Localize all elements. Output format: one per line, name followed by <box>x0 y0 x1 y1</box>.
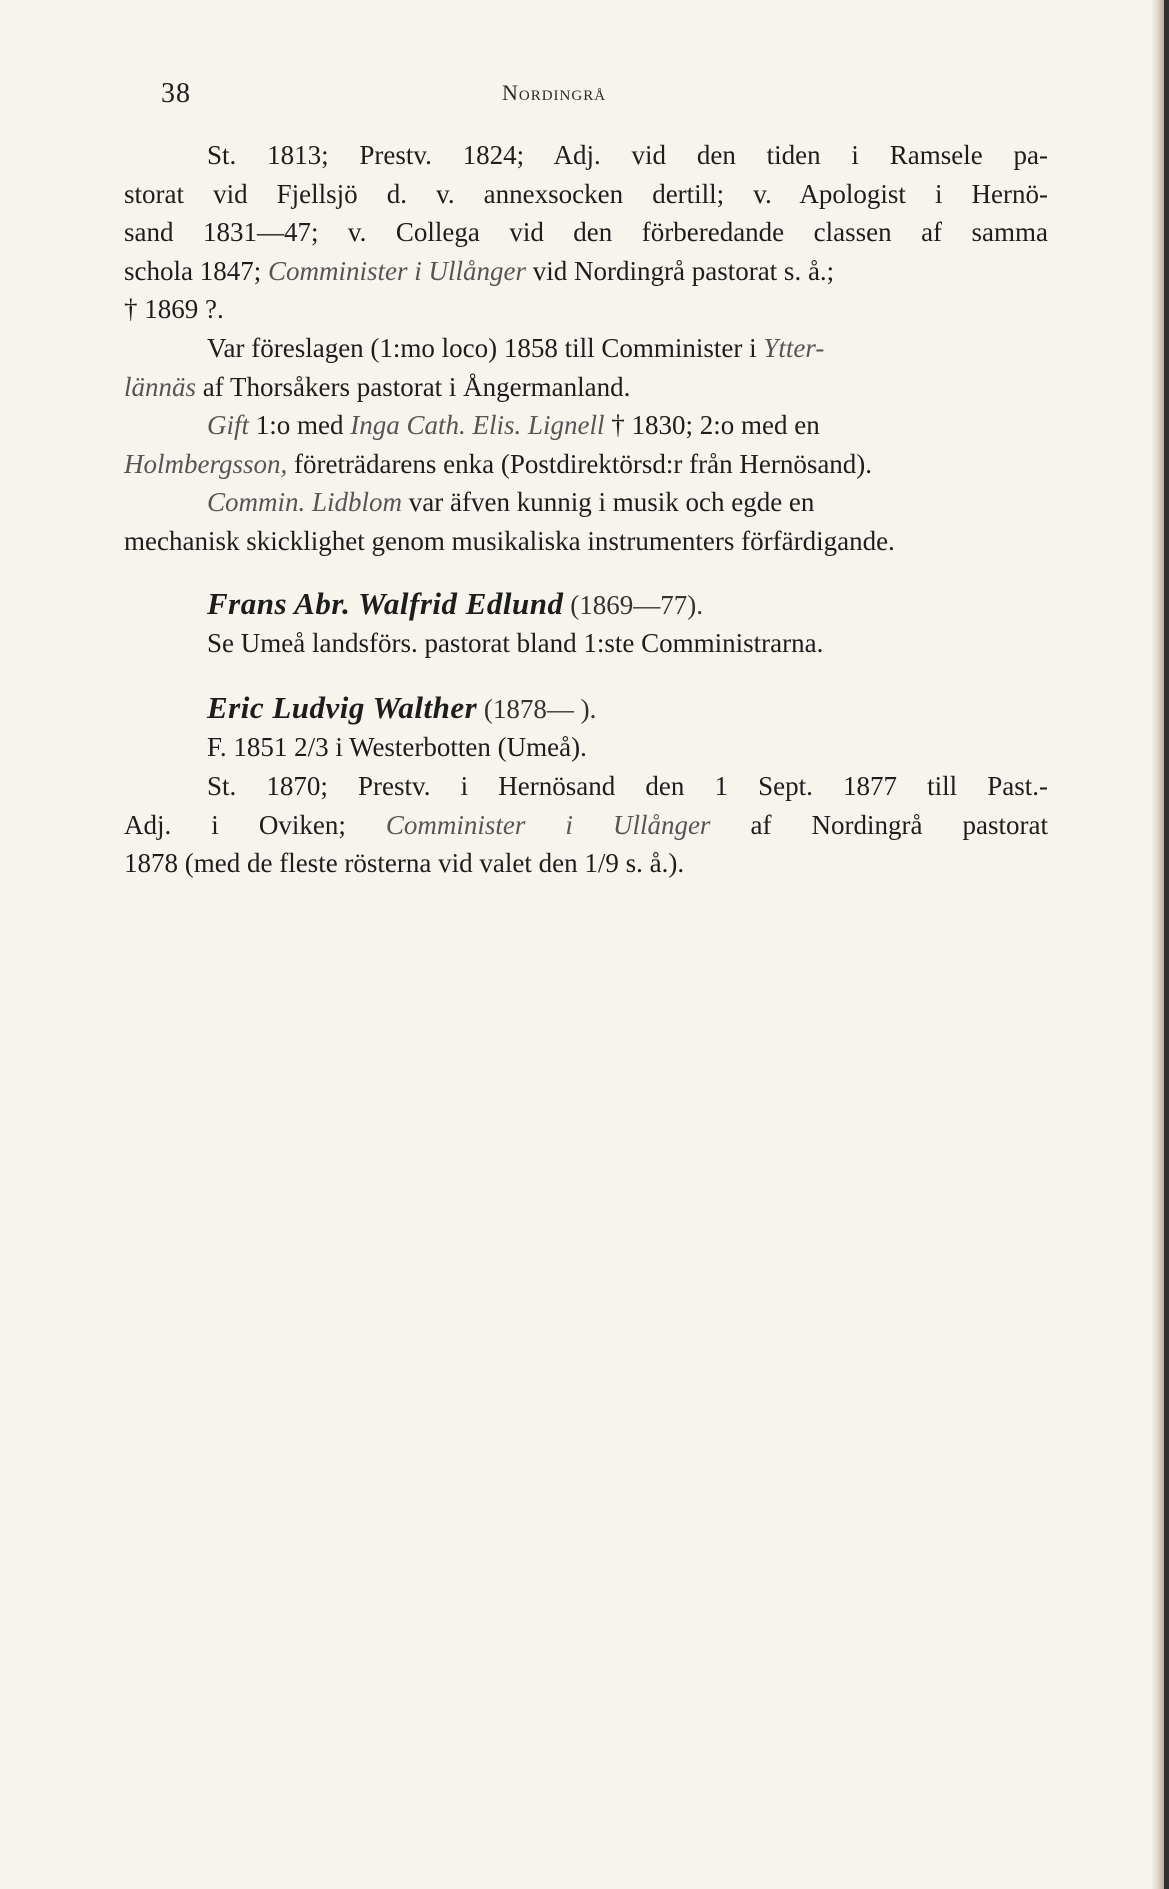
page-number: 38 <box>161 78 191 109</box>
italic-run: Commin. Lidblom <box>207 487 403 518</box>
text-run: Var föreslagen (1:mo loco) 1858 till Comminister i <box>207 332 764 363</box>
italic-run: lännäs <box>124 371 197 402</box>
tenure-years: (1869—77). <box>563 589 703 620</box>
text-line <box>124 406 1048 445</box>
person-name: Eric Ludvig Walther <box>207 689 478 725</box>
text-run: † 1830; 2:o med en <box>604 410 820 441</box>
text-run: af Thorsåkers pastorat i Ångermanland. <box>196 371 631 402</box>
text-line <box>124 806 1048 845</box>
text-line <box>124 329 1048 368</box>
text-line: sand 1831—47; v. Collega vid den förberedande classen af samma <box>124 217 1048 248</box>
entry-edlund <box>124 585 1048 663</box>
text-run: vid Nordingrå pastorat s. å.; <box>526 255 835 286</box>
text-line: St. 1870; Prestv. i Hernösand den 1 Sept. 1877 till Past.- <box>207 770 1048 801</box>
text-line: mechanisk skicklighet genom musikaliska instrumenters förfärdigande. <box>124 525 895 556</box>
italic-run: Comminister i Ullånger <box>385 809 711 840</box>
text-line <box>124 368 1048 407</box>
text-line <box>124 252 1048 291</box>
document-body <box>124 136 1048 883</box>
entry-walther <box>124 689 1048 883</box>
italic-run: Gift <box>207 410 250 441</box>
text-line: F. 1851 2/3 i Westerbotten (Umeå). <box>207 732 587 763</box>
text-line: 1878 (med de fleste rösterna vid valet den 1/9 s. å.). <box>124 848 685 879</box>
italic-run: Holmbergsson, <box>124 448 288 479</box>
text-run: företrädarens enka (Postdirektörsd:r från Hernösand). <box>287 448 873 479</box>
entry-continuation <box>124 136 1048 561</box>
page-edge-strip <box>1164 0 1169 1889</box>
entry-heading <box>124 585 1048 625</box>
text-line: St. 1813; Prestv. 1824; Adj. vid den tiden i Ramsele pa- <box>207 140 1048 170</box>
text-run: 1:o med <box>249 410 351 441</box>
text-run: schola 1847; <box>124 255 268 286</box>
spacer <box>124 561 1048 585</box>
tenure-years: (1878— ). <box>477 693 597 724</box>
text-run: af Nordingrå pastorat <box>710 809 1048 840</box>
text-line: † 1869 ?. <box>124 294 224 325</box>
text-line: storat vid Fjellsjö d. v. annexsocken dertill; v. Apologist i Hernö- <box>124 178 1048 209</box>
page-header <box>0 78 1169 114</box>
entry-heading <box>124 689 1048 729</box>
text-run: var äfven kunnig i musik och egde en <box>402 487 815 518</box>
text-run: Adj. i Oviken; <box>124 809 386 840</box>
italic-run: Inga Cath. Elis. Lignell <box>350 410 605 441</box>
spacer <box>124 663 1048 689</box>
person-name: Frans Abr. Walfrid Edlund <box>207 585 564 621</box>
text-line <box>124 445 1048 484</box>
text-line <box>124 483 1048 522</box>
running-title: Nordingrå <box>502 80 607 105</box>
text-line: Se Umeå landsförs. pastorat bland 1:ste Comministrarna. <box>207 628 824 659</box>
italic-run: Comminister i Ullånger <box>267 255 526 286</box>
italic-run: Ytter- <box>763 332 825 363</box>
